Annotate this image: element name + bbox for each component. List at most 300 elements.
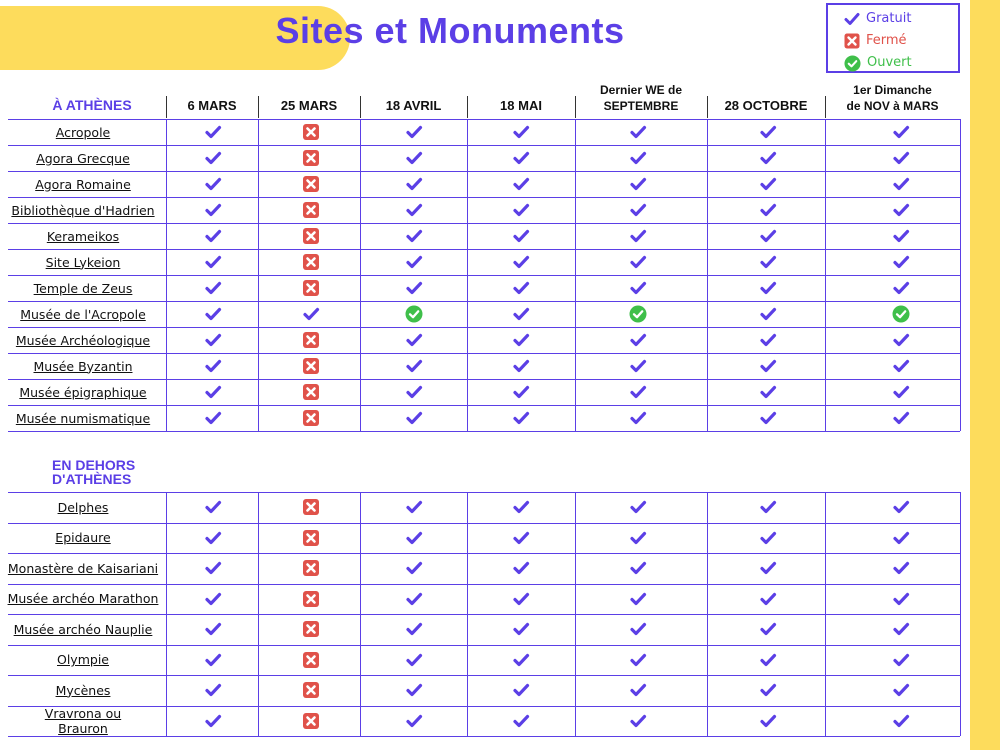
status-cell <box>405 279 423 297</box>
check-icon <box>512 305 530 323</box>
check-icon <box>759 253 777 271</box>
header-divider <box>575 96 576 118</box>
status-cell <box>405 331 423 349</box>
site-link[interactable]: Bibliothèque d'Hadrien <box>11 202 155 218</box>
check-icon <box>405 227 423 245</box>
check-icon <box>759 357 777 375</box>
status-cell <box>204 123 222 141</box>
check-icon <box>204 279 222 297</box>
check-icon <box>629 651 647 669</box>
status-cell <box>512 305 530 323</box>
status-cell <box>892 590 910 608</box>
check-icon <box>629 149 647 167</box>
status-cell <box>892 620 910 638</box>
status-cell <box>405 651 423 669</box>
status-cell <box>759 305 777 323</box>
status-cell <box>512 498 530 516</box>
site-link[interactable]: Musée Archéologique <box>15 332 151 348</box>
check-icon <box>892 498 910 516</box>
status-cell <box>302 279 320 297</box>
status-cell <box>512 651 530 669</box>
column-divider <box>707 119 708 431</box>
status-cell <box>512 227 530 245</box>
column-header-line1: Dernier WE de <box>599 83 683 97</box>
check-icon <box>405 253 423 271</box>
status-cell <box>302 305 320 323</box>
status-cell <box>892 529 910 547</box>
check-icon <box>759 681 777 699</box>
status-cell <box>629 149 647 167</box>
check-icon <box>405 175 423 193</box>
status-cell <box>629 409 647 427</box>
status-cell <box>512 149 530 167</box>
status-cell <box>759 201 777 219</box>
page-title <box>0 10 900 52</box>
column-header-25-mars: 25 MARS <box>280 98 338 113</box>
site-link[interactable] <box>0 706 166 737</box>
check-icon <box>204 201 222 219</box>
status-cell <box>629 279 647 297</box>
x-box-icon <box>302 498 320 516</box>
x-box-icon <box>302 529 320 547</box>
check-icon <box>759 175 777 193</box>
check-icon <box>892 227 910 245</box>
status-cell <box>629 331 647 349</box>
check-icon <box>892 201 910 219</box>
check-icon <box>512 123 530 141</box>
status-cell <box>204 529 222 547</box>
check-icon <box>629 620 647 638</box>
x-box-icon <box>302 383 320 401</box>
check-icon <box>405 559 423 577</box>
status-cell <box>405 409 423 427</box>
legend-item-closed <box>844 32 907 50</box>
status-cell <box>302 712 320 730</box>
x-box-icon <box>302 175 320 193</box>
check-icon <box>512 498 530 516</box>
check-icon <box>629 712 647 730</box>
check-icon <box>204 712 222 730</box>
site-link[interactable]: Musée de l'Acropole <box>20 306 146 322</box>
status-cell <box>204 681 222 699</box>
status-cell <box>302 383 320 401</box>
status-cell <box>405 498 423 516</box>
section-header-athens: À ATHÈNES <box>52 97 132 113</box>
status-cell <box>629 175 647 193</box>
column-divider <box>707 492 708 736</box>
x-box-icon <box>302 357 320 375</box>
status-cell <box>405 712 423 730</box>
check-icon <box>204 149 222 167</box>
status-cell <box>302 590 320 608</box>
status-cell <box>892 712 910 730</box>
header-divider <box>258 96 259 118</box>
check-icon <box>512 651 530 669</box>
column-divider <box>960 119 961 431</box>
status-cell <box>405 175 423 193</box>
column-divider <box>825 119 826 431</box>
status-cell <box>759 149 777 167</box>
status-cell <box>759 620 777 638</box>
check-icon <box>405 498 423 516</box>
status-cell <box>405 681 423 699</box>
check-icon <box>405 201 423 219</box>
status-cell <box>204 559 222 577</box>
check-icon <box>629 409 647 427</box>
title-highlighted-word: Sites <box>275 10 365 51</box>
status-cell <box>405 149 423 167</box>
status-cell <box>302 409 320 427</box>
status-cell <box>204 712 222 730</box>
x-box-icon <box>302 331 320 349</box>
circle-check-icon <box>892 305 910 323</box>
column-divider <box>467 119 468 431</box>
site-link-line: Vravrona ou <box>44 705 122 721</box>
status-cell <box>512 357 530 375</box>
header-divider <box>360 96 361 118</box>
status-cell <box>759 357 777 375</box>
status-cell <box>302 331 320 349</box>
status-cell <box>892 201 910 219</box>
column-divider <box>575 492 576 736</box>
check-icon <box>629 253 647 271</box>
x-box-icon <box>302 681 320 699</box>
column-divider <box>166 492 167 736</box>
check-icon <box>405 681 423 699</box>
check-icon <box>759 227 777 245</box>
status-cell <box>302 620 320 638</box>
legend-label-closed: Fermé <box>866 33 907 48</box>
status-cell <box>405 357 423 375</box>
status-cell <box>512 681 530 699</box>
check-icon <box>405 651 423 669</box>
check-icon <box>512 331 530 349</box>
check-icon <box>512 149 530 167</box>
check-icon <box>512 712 530 730</box>
check-icon <box>405 123 423 141</box>
check-icon <box>629 201 647 219</box>
check-icon <box>512 253 530 271</box>
check-icon <box>204 529 222 547</box>
section-header-outside <box>18 458 166 486</box>
check-icon <box>512 357 530 375</box>
check-icon <box>629 529 647 547</box>
header-divider <box>825 96 826 118</box>
status-cell <box>512 331 530 349</box>
header-divider <box>467 96 468 118</box>
site-link[interactable]: Monastère de Kaisariani <box>7 560 159 576</box>
check-icon <box>629 331 647 349</box>
check-icon <box>759 712 777 730</box>
check-icon <box>629 123 647 141</box>
row-divider <box>8 736 960 737</box>
site-link[interactable]: Musée épigraphique <box>19 384 147 400</box>
status-cell <box>302 559 320 577</box>
check-icon <box>892 331 910 349</box>
check-icon <box>204 498 222 516</box>
status-cell <box>204 279 222 297</box>
column-divider <box>825 492 826 736</box>
column-divider <box>258 492 259 736</box>
status-cell <box>759 498 777 516</box>
site-link[interactable]: Site Lykeion <box>45 254 121 270</box>
status-cell <box>302 253 320 271</box>
check-icon <box>892 559 910 577</box>
check-icon <box>629 498 647 516</box>
status-cell <box>629 651 647 669</box>
status-cell <box>302 175 320 193</box>
status-cell <box>204 227 222 245</box>
check-icon <box>629 383 647 401</box>
section-header-line1: EN DEHORS <box>52 457 136 473</box>
site-link[interactable]: Olympie <box>57 652 109 668</box>
status-cell <box>302 149 320 167</box>
status-cell <box>302 123 320 141</box>
status-cell <box>629 712 647 730</box>
check-icon <box>892 712 910 730</box>
x-box-icon <box>302 651 320 669</box>
x-box-icon <box>302 409 320 427</box>
status-cell <box>405 383 423 401</box>
check-icon <box>892 383 910 401</box>
check-icon <box>204 227 222 245</box>
status-cell <box>629 253 647 271</box>
section-header-line2: D'ATHÈNES <box>52 471 132 487</box>
x-box-icon <box>302 590 320 608</box>
site-link[interactable]: Kerameikos <box>46 228 120 244</box>
circle-check-icon <box>844 55 861 72</box>
check-icon <box>892 681 910 699</box>
check-icon <box>892 149 910 167</box>
check-icon <box>204 357 222 375</box>
site-link[interactable]: Agora Romaine <box>35 176 131 192</box>
check-icon <box>204 331 222 349</box>
check-icon <box>512 590 530 608</box>
column-divider <box>960 492 961 736</box>
check-icon <box>759 305 777 323</box>
status-cell <box>892 498 910 516</box>
status-cell <box>629 357 647 375</box>
status-cell <box>512 201 530 219</box>
status-cell <box>302 651 320 669</box>
status-cell <box>759 590 777 608</box>
check-icon <box>405 712 423 730</box>
status-cell <box>512 175 530 193</box>
status-cell <box>405 529 423 547</box>
column-header-1er-dimanche <box>825 82 960 118</box>
status-cell <box>204 357 222 375</box>
check-icon <box>759 331 777 349</box>
check-icon <box>629 227 647 245</box>
x-box-icon <box>302 201 320 219</box>
check-icon <box>405 620 423 638</box>
check-icon <box>512 227 530 245</box>
column-divider <box>467 492 468 736</box>
title-rest: et Monuments <box>364 10 625 51</box>
site-link[interactable]: Musée numismatique <box>15 410 151 426</box>
status-cell <box>892 253 910 271</box>
row-divider <box>8 431 960 432</box>
check-icon <box>892 123 910 141</box>
site-link-line: Brauron <box>58 720 108 736</box>
status-cell <box>204 175 222 193</box>
status-cell <box>892 305 910 323</box>
status-cell <box>892 383 910 401</box>
status-cell <box>302 201 320 219</box>
status-cell <box>759 383 777 401</box>
site-link[interactable]: Delphes <box>57 499 109 515</box>
check-icon <box>892 175 910 193</box>
check-icon <box>892 357 910 375</box>
check-icon <box>204 305 222 323</box>
right-accent-bar <box>970 0 1000 750</box>
status-cell <box>892 357 910 375</box>
status-cell <box>759 331 777 349</box>
check-icon <box>629 590 647 608</box>
column-header-line2: SEPTEMBRE <box>603 99 679 113</box>
status-cell <box>512 123 530 141</box>
column-header-line2: de NOV à MARS <box>846 99 939 113</box>
circle-check-icon <box>405 305 423 323</box>
check-icon <box>512 279 530 297</box>
status-cell <box>204 149 222 167</box>
check-icon <box>512 681 530 699</box>
status-cell <box>512 253 530 271</box>
status-cell <box>204 620 222 638</box>
check-icon <box>512 175 530 193</box>
header-divider <box>166 96 167 118</box>
check-icon <box>892 590 910 608</box>
check-icon <box>759 620 777 638</box>
check-icon <box>759 279 777 297</box>
status-cell <box>405 590 423 608</box>
site-link[interactable]: Acropole <box>55 124 111 140</box>
status-cell <box>892 559 910 577</box>
legend-item-open <box>844 54 912 72</box>
status-cell <box>759 559 777 577</box>
status-cell <box>629 123 647 141</box>
status-cell <box>204 383 222 401</box>
site-link[interactable]: Musée archéo Marathon <box>7 591 159 607</box>
status-cell <box>629 498 647 516</box>
status-cell <box>405 253 423 271</box>
site-link[interactable]: Musée Byzantin <box>33 358 133 374</box>
x-box-icon <box>302 559 320 577</box>
status-cell <box>405 201 423 219</box>
check-icon <box>512 620 530 638</box>
status-cell <box>405 620 423 638</box>
status-cell <box>302 529 320 547</box>
site-link[interactable]: Agora Grecque <box>36 150 130 166</box>
check-icon <box>892 620 910 638</box>
header-divider <box>707 96 708 118</box>
status-cell <box>759 279 777 297</box>
status-cell <box>759 651 777 669</box>
status-cell <box>629 590 647 608</box>
check-icon <box>759 651 777 669</box>
check-icon <box>405 357 423 375</box>
status-cell <box>629 383 647 401</box>
check-icon <box>204 253 222 271</box>
check-icon <box>759 590 777 608</box>
status-cell <box>759 529 777 547</box>
check-icon <box>204 620 222 638</box>
status-cell <box>302 498 320 516</box>
legend-label-free: Gratuit <box>866 11 912 26</box>
status-cell <box>629 305 647 323</box>
check-icon <box>204 559 222 577</box>
check-icon <box>204 590 222 608</box>
status-cell <box>405 123 423 141</box>
status-cell <box>204 409 222 427</box>
check-icon <box>204 175 222 193</box>
check-icon <box>892 409 910 427</box>
check-icon <box>892 651 910 669</box>
check-icon <box>405 279 423 297</box>
column-header-dernier-we-septembre <box>575 82 707 118</box>
status-cell <box>512 712 530 730</box>
check-icon <box>844 11 860 27</box>
check-icon <box>204 651 222 669</box>
check-icon <box>204 409 222 427</box>
check-icon <box>512 529 530 547</box>
status-cell <box>892 227 910 245</box>
x-box-icon <box>302 712 320 730</box>
check-icon <box>892 529 910 547</box>
status-cell <box>892 149 910 167</box>
status-cell <box>204 201 222 219</box>
status-cell <box>204 590 222 608</box>
column-header-line1: 1er Dimanche <box>853 83 932 97</box>
check-icon <box>512 201 530 219</box>
status-cell <box>629 227 647 245</box>
check-icon <box>892 279 910 297</box>
column-header-6-mars: 6 MARS <box>187 98 237 113</box>
site-link[interactable]: Epidaure <box>55 530 111 546</box>
column-divider <box>575 119 576 431</box>
status-cell <box>512 279 530 297</box>
check-icon <box>759 529 777 547</box>
status-cell <box>512 529 530 547</box>
status-cell <box>892 409 910 427</box>
column-header-28-octobre: 28 OCTOBRE <box>724 98 808 113</box>
check-icon <box>892 253 910 271</box>
check-icon <box>759 559 777 577</box>
legend <box>826 3 960 73</box>
check-icon <box>629 279 647 297</box>
status-cell <box>629 201 647 219</box>
column-divider <box>360 119 361 431</box>
check-icon <box>512 559 530 577</box>
column-divider <box>360 492 361 736</box>
site-link[interactable]: Mycènes <box>55 682 111 698</box>
status-cell <box>759 409 777 427</box>
check-icon <box>512 409 530 427</box>
column-divider <box>258 119 259 431</box>
status-cell <box>629 559 647 577</box>
x-box-icon <box>302 620 320 638</box>
site-link[interactable]: Temple de Zeus <box>33 280 133 296</box>
status-cell <box>759 175 777 193</box>
check-icon <box>302 305 320 323</box>
status-cell <box>405 305 423 323</box>
x-box-icon <box>302 253 320 271</box>
check-icon <box>759 201 777 219</box>
status-cell <box>512 559 530 577</box>
check-icon <box>405 331 423 349</box>
status-cell <box>405 559 423 577</box>
site-link[interactable]: Musée archéo Nauplie <box>13 621 153 637</box>
